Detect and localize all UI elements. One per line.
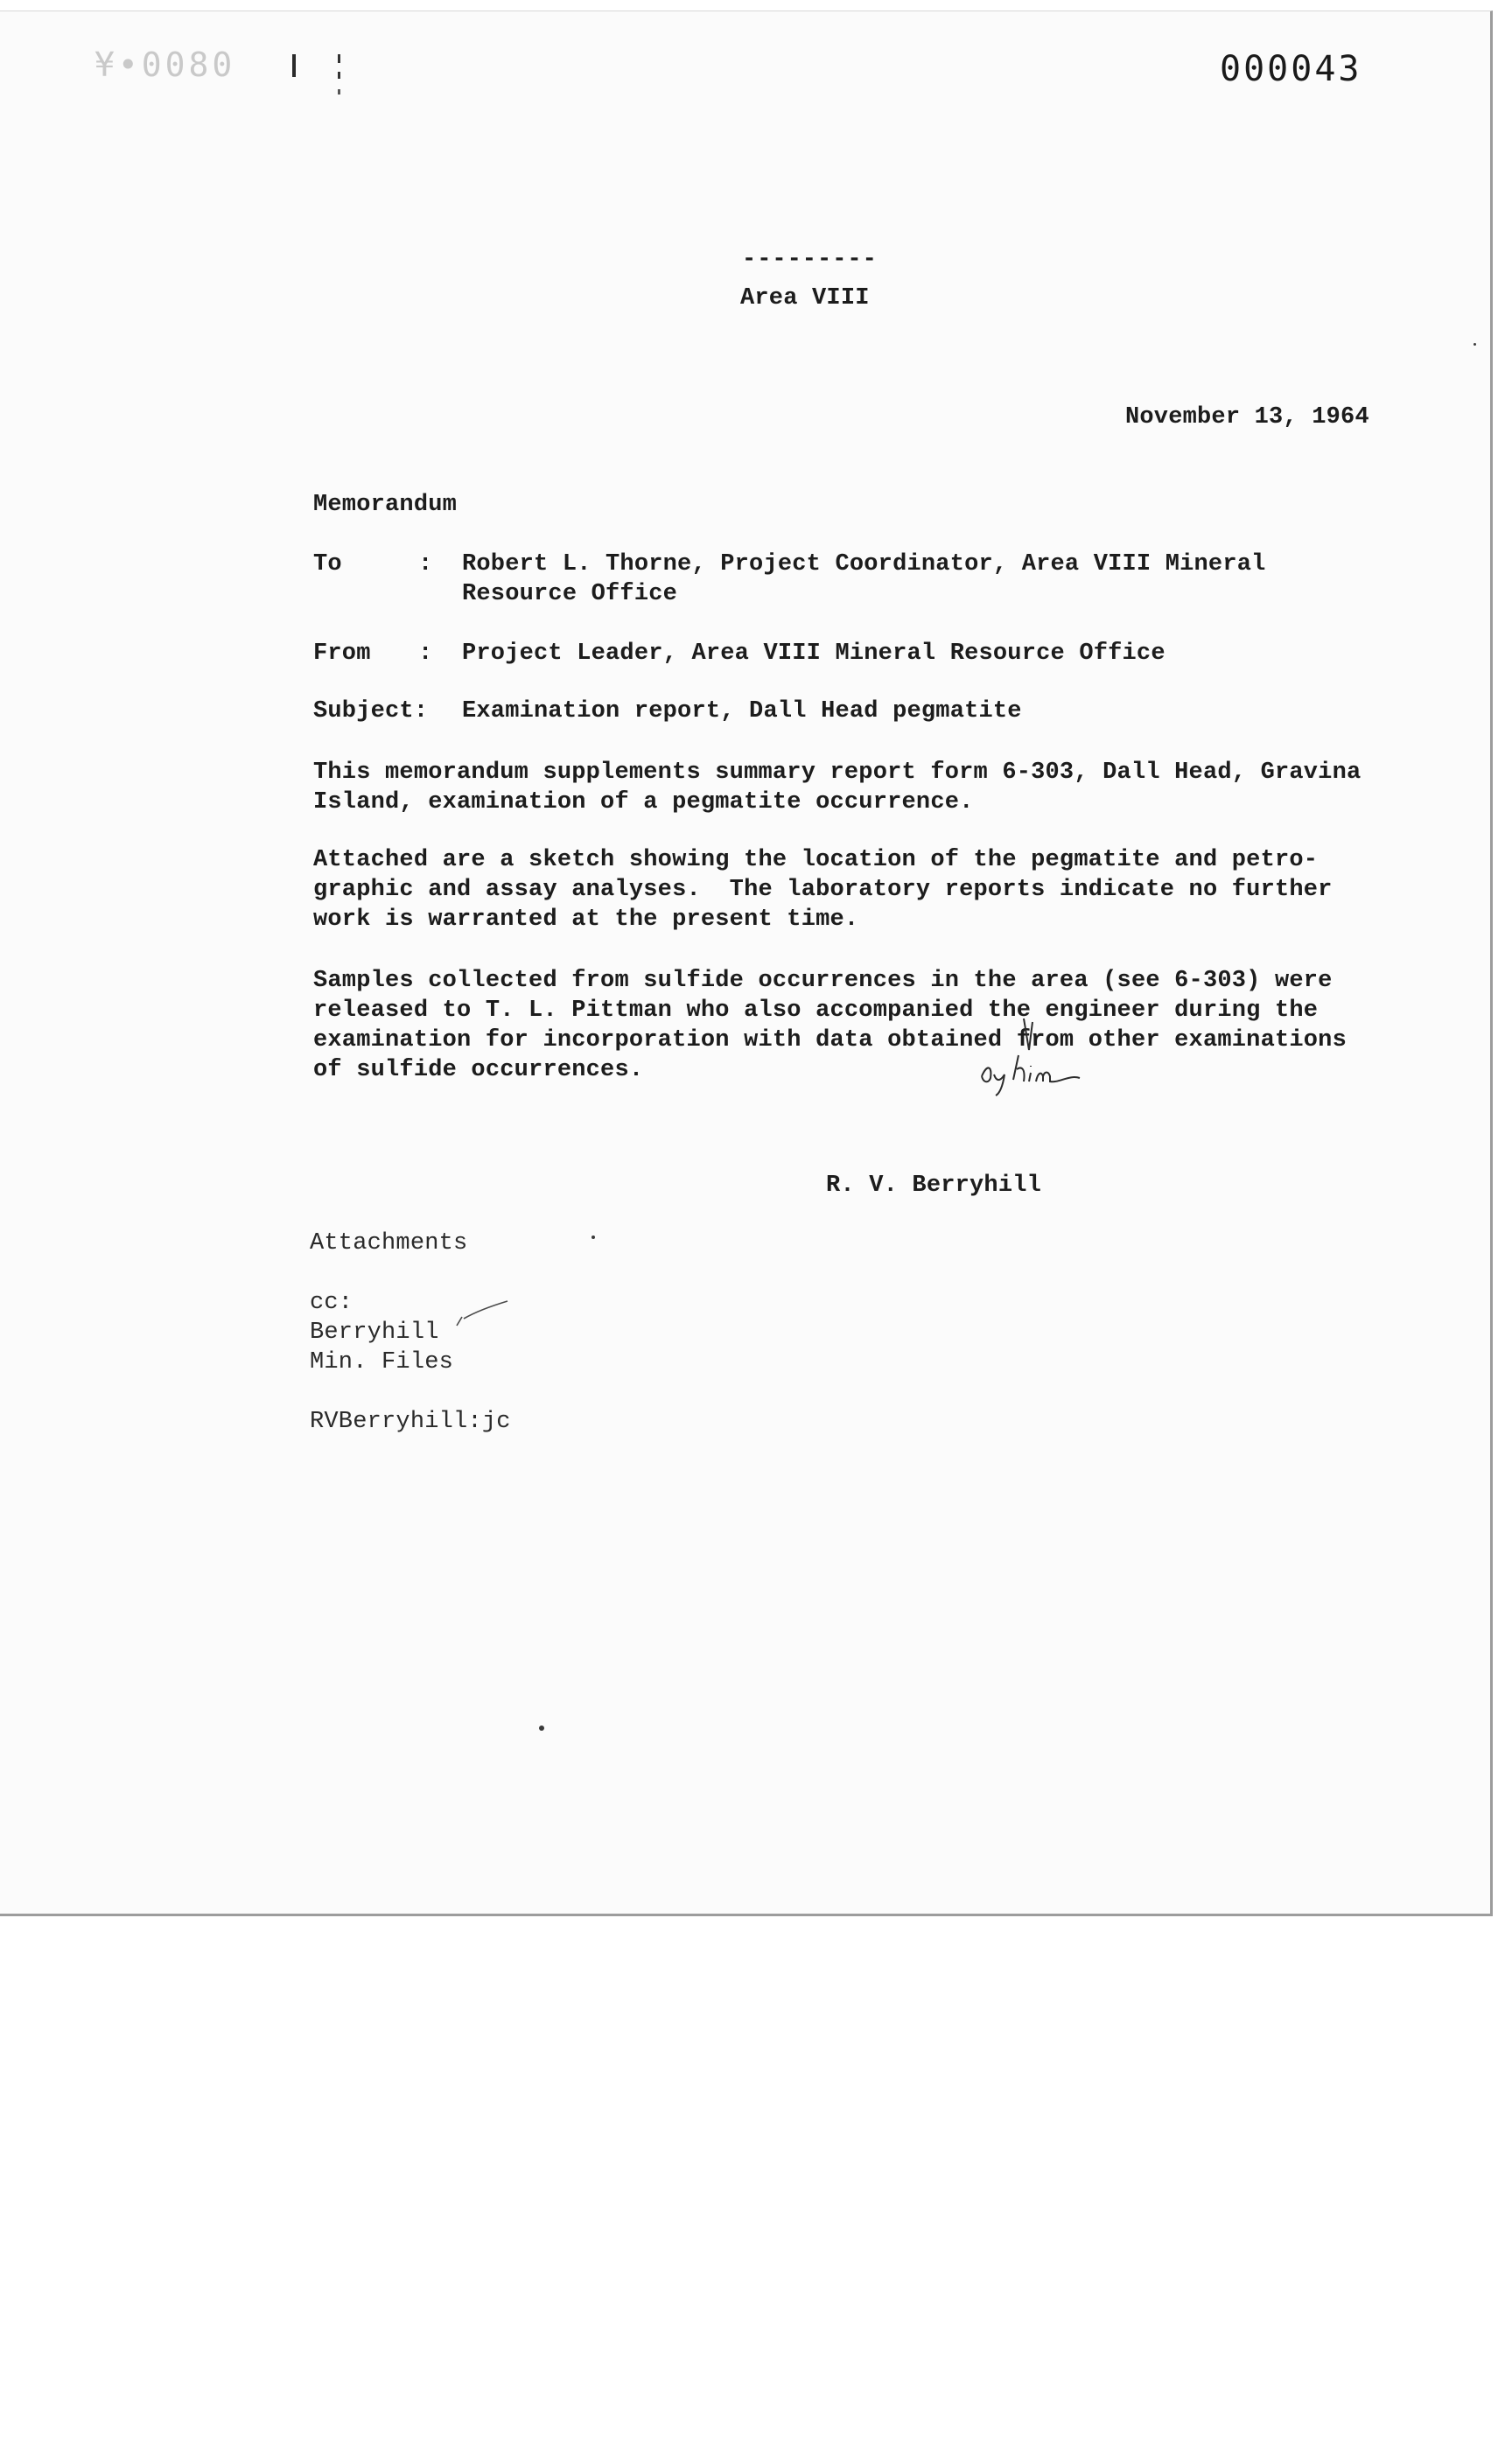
checkmark-icon (455, 1299, 511, 1331)
faint-stamp: ¥•0080 (94, 46, 236, 84)
para2-line2: graphic and assay analyses. The laboratory reports indicate no further (313, 877, 1333, 903)
para1-line1: This memorandum supplements summary report form 6-303, Dall Head, Gravina (313, 760, 1362, 786)
memo-date: November 13, 1964 (1125, 404, 1369, 430)
punch-marks-dots (338, 54, 340, 94)
to-colon: : (418, 551, 433, 578)
signature-name: R. V. Berryhill (826, 1172, 1042, 1199)
cc-label: cc: (310, 1290, 354, 1316)
cc-recipient: Min. Files (310, 1349, 454, 1376)
from-colon: : (418, 640, 433, 667)
header-divider: --------- (742, 247, 878, 273)
handwritten-note-icon (975, 1048, 1115, 1101)
para3-line2: released to T. L. Pittman who also accompanied the engineer during the (313, 998, 1319, 1024)
scan-speck (1474, 343, 1476, 346)
scan-speck (539, 1726, 544, 1731)
to-value-line2: Resource Office (462, 581, 678, 607)
scan-speck (592, 1236, 595, 1239)
para3-line3: examination for incorporation with data obtained from other examinations (313, 1027, 1347, 1054)
page-number: 000043 (1220, 49, 1362, 89)
memo-type: Memorandum (313, 492, 458, 518)
from-value: Project Leader, Area VIII Mineral Resource Office (462, 640, 1166, 667)
punch-marks (292, 54, 296, 77)
para1-line2: Island, examination of a pegmatite occurrence. (313, 789, 974, 816)
para3-line4: of sulfide occurrences. (313, 1057, 644, 1083)
attachments-label: Attachments (310, 1230, 468, 1256)
to-value-line1: Robert L. Thorne, Project Coordinator, Area VIII Mineral (462, 551, 1266, 578)
subject-label: Subject: (313, 698, 429, 724)
para3-line1: Samples collected from sulfide occurrences in the area (see 6-303) were (313, 968, 1333, 994)
para2-line3: work is warranted at the present time. (313, 906, 859, 933)
from-label: From (313, 640, 371, 667)
to-label: To (313, 551, 342, 578)
area-heading: Area VIII (740, 285, 870, 312)
cc-recipient: Berryhill (310, 1320, 439, 1346)
typist-initials: RVBerryhill:jc (310, 1409, 511, 1435)
para2-line1: Attached are a sketch showing the location of the pegmatite and petro- (313, 847, 1319, 873)
subject-value: Examination report, Dall Head pegmatite (462, 698, 1022, 724)
